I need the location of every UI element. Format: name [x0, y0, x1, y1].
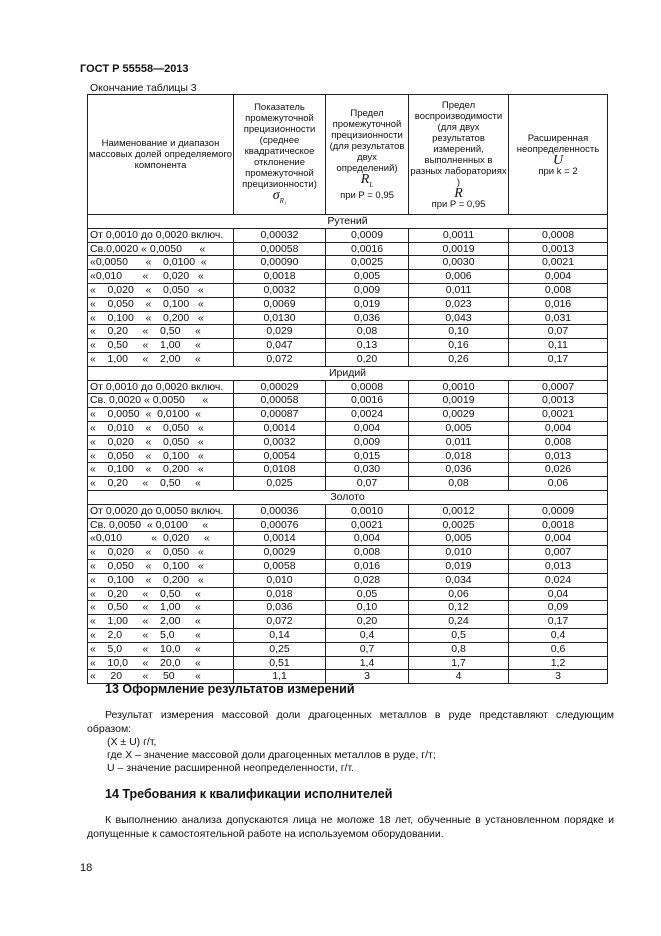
- value-cell: 0,0009: [509, 504, 608, 518]
- range-cell: « 0,20 « 0,50 «: [88, 587, 234, 601]
- value-cell: 0,0021: [509, 256, 608, 270]
- range-cell: « 10,0 « 20,0 «: [88, 656, 234, 670]
- value-cell: 0,006: [409, 270, 509, 284]
- value-cell: 0,5: [409, 628, 509, 642]
- value-cell: 0,10: [409, 325, 509, 339]
- range-cell: « 0,100 « 0,200 «: [88, 311, 234, 325]
- value-cell: 0,004: [509, 270, 608, 284]
- value-cell: 0,004: [509, 421, 608, 435]
- table-row: [88, 325, 608, 339]
- table-row: [88, 615, 608, 629]
- value-cell: 0,00032: [234, 228, 326, 242]
- value-cell: 0,019: [326, 297, 409, 311]
- value-cell: 0,4: [326, 628, 409, 642]
- table-row: [88, 587, 608, 601]
- precision-table: [87, 94, 608, 684]
- value-cell: 0,0130: [234, 311, 326, 325]
- value-cell: 3: [326, 670, 409, 684]
- value-cell: 0,0054: [234, 449, 326, 463]
- value-cell: 0,004: [509, 532, 608, 546]
- value-cell: 1,4: [326, 656, 409, 670]
- table-row: [88, 394, 608, 408]
- value-cell: 0,08: [409, 477, 509, 491]
- value-cell: 0,016: [509, 297, 608, 311]
- range-cell: От 0,0020 до 0,0050 включ.: [88, 504, 234, 518]
- value-cell: 0,07: [326, 477, 409, 491]
- value-cell: 0,0010: [326, 504, 409, 518]
- section-name: Золото: [88, 490, 608, 504]
- value-cell: 0,0013: [509, 242, 608, 256]
- range-cell: «0,010 « 0,020 «: [88, 270, 234, 284]
- table-row: [88, 573, 608, 587]
- header-intermediate-precision-limit: Предел промежуточной прецизионности (для результатов двух определений) $R_L$ при P = 0,95: [326, 95, 409, 215]
- range-cell: Св. 0,0020 « 0,0050 «: [88, 394, 234, 408]
- value-cell: 0,008: [509, 435, 608, 449]
- range-cell: « 0,020 « 0,050 «: [88, 546, 234, 560]
- value-cell: 0,24: [409, 615, 509, 629]
- where-u-definition: U – значение расширенной неопределенности, г/т.: [107, 762, 355, 774]
- value-cell: 4: [409, 670, 509, 684]
- value-cell: 0,0008: [326, 380, 409, 394]
- range-cell: « 0,010 « 0,050 «: [88, 421, 234, 435]
- value-cell: 0,51: [234, 656, 326, 670]
- value-cell: 0,034: [409, 573, 509, 587]
- value-cell: 0,0018: [234, 270, 326, 284]
- value-cell: 0,009: [326, 283, 409, 297]
- value-cell: 0,7: [326, 642, 409, 656]
- value-cell: 0,0008: [509, 228, 608, 242]
- value-cell: 0,0021: [509, 408, 608, 422]
- value-cell: 0,072: [234, 615, 326, 629]
- value-cell: 0,005: [409, 421, 509, 435]
- page-number: 18: [80, 862, 93, 874]
- value-cell: 0,013: [509, 449, 608, 463]
- table-row: [88, 339, 608, 353]
- value-cell: 0,13: [326, 339, 409, 353]
- value-cell: 3: [509, 670, 608, 684]
- section-row: [88, 215, 608, 229]
- value-cell: 0,0019: [409, 242, 509, 256]
- value-cell: 0,0029: [234, 546, 326, 560]
- table-row: [88, 297, 608, 311]
- value-cell: 0,004: [326, 421, 409, 435]
- value-cell: 0,20: [326, 352, 409, 366]
- value-cell: 0,005: [409, 532, 509, 546]
- value-cell: 0,26: [409, 352, 509, 366]
- value-cell: 0,023: [409, 297, 509, 311]
- range-cell: « 20 « 50 «: [88, 670, 234, 684]
- section-14-paragraph: К выполнению анализа допускаются лица не моложе 18 лет, обученные в установленном порядке и допущенные к самостоятельной работе на используемом оборудовании.: [87, 814, 614, 840]
- value-cell: 0,029: [234, 325, 326, 339]
- section-name: Иридий: [88, 366, 608, 380]
- value-cell: 0,047: [234, 339, 326, 353]
- table-row: [88, 311, 608, 325]
- section-row: [88, 490, 608, 504]
- value-cell: 0,25: [234, 642, 326, 656]
- value-cell: 0,0025: [409, 518, 509, 532]
- table-row: [88, 228, 608, 242]
- table-row: [88, 518, 608, 532]
- value-cell: 0,0007: [509, 380, 608, 394]
- range-cell: « 0,0050 « 0,0100 «: [88, 408, 234, 422]
- table-row: [88, 463, 608, 477]
- header-expanded-uncertainty: Расширенная неопределенность U при k = 2: [509, 95, 608, 215]
- value-cell: 0,036: [409, 463, 509, 477]
- value-cell: 0,05: [326, 587, 409, 601]
- value-cell: 0,010: [409, 546, 509, 560]
- table-row: [88, 270, 608, 284]
- value-cell: 1,7: [409, 656, 509, 670]
- table-row: [88, 408, 608, 422]
- range-cell: « 0,20 « 0,50 «: [88, 325, 234, 339]
- table-row: [88, 546, 608, 560]
- value-cell: 0,0014: [234, 421, 326, 435]
- table-row: [88, 352, 608, 366]
- value-cell: 0,00076: [234, 518, 326, 532]
- range-cell: « 5,0 « 10,0 «: [88, 642, 234, 656]
- range-cell: От 0,0010 до 0,0020 включ.: [88, 228, 234, 242]
- range-cell: « 0,100 « 0,200 «: [88, 463, 234, 477]
- value-cell: 0,00036: [234, 504, 326, 518]
- value-cell: 0,0029: [409, 408, 509, 422]
- value-cell: 0,04: [509, 587, 608, 601]
- value-cell: 0,0010: [409, 380, 509, 394]
- value-cell: 0,0011: [409, 228, 509, 242]
- value-cell: 0,024: [509, 573, 608, 587]
- value-cell: 0,018: [234, 587, 326, 601]
- section-name: Рутений: [88, 215, 608, 229]
- value-cell: 0,0069: [234, 297, 326, 311]
- table-row: [88, 559, 608, 573]
- value-cell: 0,031: [509, 311, 608, 325]
- value-cell: 0,12: [409, 601, 509, 615]
- value-cell: 0,072: [234, 352, 326, 366]
- range-cell: « 0,050 « 0,100 «: [88, 559, 234, 573]
- table-row: [88, 642, 608, 656]
- section-row: [88, 366, 608, 380]
- table-row: [88, 656, 608, 670]
- value-cell: 0,00090: [234, 256, 326, 270]
- value-cell: 0,004: [326, 532, 409, 546]
- value-cell: 0,09: [509, 601, 608, 615]
- value-cell: 0,4: [509, 628, 608, 642]
- range-cell: « 0,050 « 0,100 «: [88, 297, 234, 311]
- value-cell: 0,030: [326, 463, 409, 477]
- value-cell: 0,0018: [509, 518, 608, 532]
- value-cell: 0,0024: [326, 408, 409, 422]
- section-13-heading: 13 Оформление результатов измерений: [105, 682, 355, 696]
- value-cell: 0,14: [234, 628, 326, 642]
- value-cell: 0,8: [409, 642, 509, 656]
- table-header-row: [88, 95, 608, 215]
- header-reproducibility-limit: Предел воспроизводимости (для двух результатов измерений, выполненных в разных лабораториях ) R при P = 0,95: [409, 95, 509, 215]
- table-row: [88, 256, 608, 270]
- value-cell: 0,0030: [409, 256, 509, 270]
- table-row: [88, 421, 608, 435]
- header-intermediate-precision-indicator: Показатель промежуточной прецизионности (среднее квадратическое отклонение промежуточной прецизионности) $\sigma_{R_1}$: [234, 95, 326, 215]
- range-cell: « 1,00 « 2,00 «: [88, 615, 234, 629]
- table-row: [88, 532, 608, 546]
- range-cell: Св. 0,0050 « 0,0100 «: [88, 518, 234, 532]
- section-14-heading: 14 Требования к квалификации исполнителей: [105, 787, 393, 801]
- table-row: [88, 242, 608, 256]
- value-cell: 0,07: [509, 325, 608, 339]
- document-code: ГОСТ Р 55558—2013: [80, 63, 189, 75]
- range-cell: От 0,0010 до 0,0020 включ.: [88, 380, 234, 394]
- value-cell: 0,6: [509, 642, 608, 656]
- table-row: [88, 435, 608, 449]
- value-cell: 0,0032: [234, 435, 326, 449]
- value-cell: 0,0012: [409, 504, 509, 518]
- table-row: [88, 380, 608, 394]
- value-cell: 0,16: [409, 339, 509, 353]
- value-cell: 0,0058: [234, 559, 326, 573]
- table-caption: Окончание таблицы 3: [90, 82, 197, 94]
- value-cell: 0,007: [509, 546, 608, 560]
- value-cell: 0,0014: [234, 532, 326, 546]
- value-cell: 0,0013: [509, 394, 608, 408]
- value-cell: 0,010: [234, 573, 326, 587]
- range-cell: « 0,020 « 0,050 «: [88, 435, 234, 449]
- value-cell: 0,018: [409, 449, 509, 463]
- value-cell: 0,036: [326, 311, 409, 325]
- value-cell: 0,00058: [234, 242, 326, 256]
- value-cell: 0,0019: [409, 394, 509, 408]
- value-cell: 0,028: [326, 573, 409, 587]
- value-cell: 0,025: [234, 477, 326, 491]
- value-cell: 0,20: [326, 615, 409, 629]
- where-x-definition: где X – значение массовой доли драгоценных металлов в руде, г/т;: [107, 749, 436, 761]
- range-cell: « 0,020 « 0,050 «: [88, 283, 234, 297]
- range-cell: «0,0050 « 0,0100 «: [88, 256, 234, 270]
- range-cell: « 0,100 « 0,200 «: [88, 573, 234, 587]
- table-row: [88, 601, 608, 615]
- value-cell: 0,019: [409, 559, 509, 573]
- value-cell: 0,06: [509, 477, 608, 491]
- table-row: [88, 449, 608, 463]
- section-13-paragraph: Результат измерения массовой доли драгоценных металлов в руде представляют следующим образом:: [87, 709, 614, 735]
- value-cell: 0,00029: [234, 380, 326, 394]
- value-cell: 0,016: [326, 559, 409, 573]
- value-cell: 0,00087: [234, 408, 326, 422]
- value-cell: 0,008: [326, 546, 409, 560]
- range-cell: « 0,50 « 1,00 «: [88, 339, 234, 353]
- value-cell: 0,013: [509, 559, 608, 573]
- value-cell: 0,0009: [326, 228, 409, 242]
- value-cell: 0,0032: [234, 283, 326, 297]
- table-row: [88, 628, 608, 642]
- value-cell: 0,036: [234, 601, 326, 615]
- value-cell: 0,17: [509, 352, 608, 366]
- value-cell: 1,1: [234, 670, 326, 684]
- value-cell: 0,015: [326, 449, 409, 463]
- value-cell: 0,005: [326, 270, 409, 284]
- range-cell: « 0,50 « 1,00 «: [88, 601, 234, 615]
- range-cell: Св.0,0020 « 0,0050 «: [88, 242, 234, 256]
- value-cell: 0,026: [509, 463, 608, 477]
- value-cell: 0,009: [326, 435, 409, 449]
- value-cell: 0,08: [326, 325, 409, 339]
- value-cell: 0,011: [409, 283, 509, 297]
- value-cell: 0,0016: [326, 242, 409, 256]
- range-cell: « 2,0 « 5,0 «: [88, 628, 234, 642]
- value-cell: 0,11: [509, 339, 608, 353]
- value-cell: 0,0016: [326, 394, 409, 408]
- table-row: [88, 283, 608, 297]
- value-cell: 0,17: [509, 615, 608, 629]
- header-component: Наименование и диапазон массовых долей определяемого компонента: [88, 95, 234, 215]
- range-cell: « 0,050 « 0,100 «: [88, 449, 234, 463]
- value-cell: 0,06: [409, 587, 509, 601]
- table-row: [88, 477, 608, 491]
- value-cell: 0,011: [409, 435, 509, 449]
- value-cell: 0,0021: [326, 518, 409, 532]
- value-cell: 0,00058: [234, 394, 326, 408]
- value-cell: 0,10: [326, 601, 409, 615]
- range-cell: « 1,00 « 2,00 «: [88, 352, 234, 366]
- value-cell: 0,008: [509, 283, 608, 297]
- table-row: [88, 504, 608, 518]
- range-cell: « 0,20 « 0,50 «: [88, 477, 234, 491]
- value-cell: 1,2: [509, 656, 608, 670]
- result-formula: (X ± U) г/т,: [107, 736, 157, 748]
- value-cell: 0,0108: [234, 463, 326, 477]
- value-cell: 0,0025: [326, 256, 409, 270]
- value-cell: 0,043: [409, 311, 509, 325]
- range-cell: «0,010 « 0,020 «: [88, 532, 234, 546]
